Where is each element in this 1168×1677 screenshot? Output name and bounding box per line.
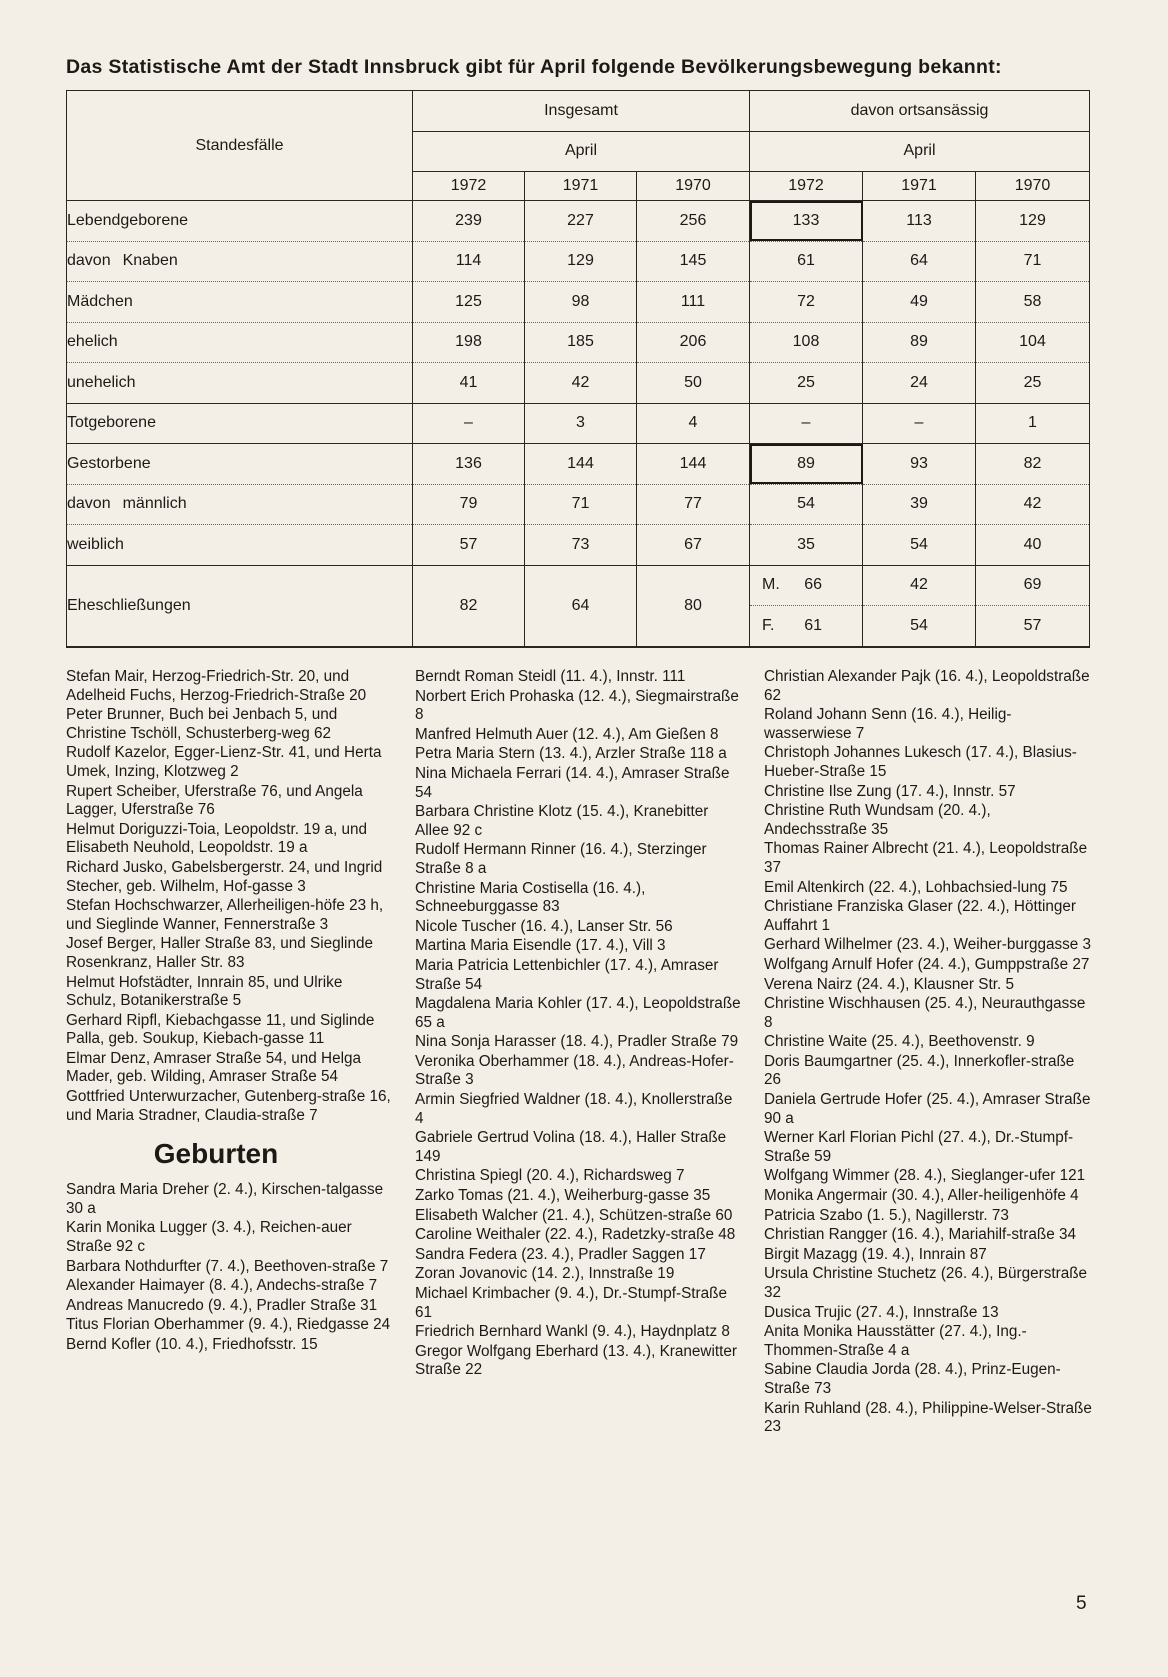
group-header-local: davon ortsansässig — [750, 91, 1090, 132]
table-cell: 57 — [413, 525, 525, 566]
list-item: Anita Monika Hausstätter (27. 4.), Ing.-Thommen-Straße 4 a — [764, 1323, 1027, 1359]
list-item: Wolfgang Arnulf Hofer (24. 4.), Gumppstraße 27 — [764, 955, 1090, 973]
marriage-m-value: 66 — [804, 576, 822, 594]
list-item: Daniela Gertrude Hofer (25. 4.), Amraser Straße 90 a — [764, 1091, 1091, 1127]
table-cell: 41 — [413, 363, 525, 404]
text-column-2 — [415, 668, 743, 1381]
table-cell: 136 — [413, 444, 525, 485]
list-item: Maria Patricia Lettenbichler (17. 4.), Amraser Straße 54 — [415, 956, 719, 993]
list-item: Christine Ruth Wundsam (20. 4.), Andechsstraße 35 — [764, 802, 991, 838]
list-item: Christine Maria Costisella (16. 4.), Schneeburggasse 83 — [415, 879, 646, 916]
table-cell: 40 — [976, 525, 1090, 566]
table-cell: 93 — [863, 444, 976, 485]
list-item: Werner Karl Florian Pichl (27. 4.), Dr.-Stumpf-Straße 59 — [764, 1129, 1074, 1165]
table-cell: 198 — [413, 322, 525, 363]
births-title: Geburten — [153, 1138, 279, 1170]
list-item: Josef Berger, Haller Straße 83, und Sieglinde Rosenkranz, Haller Str. 83 — [66, 935, 373, 971]
list-item: Emil Altenkirch (22. 4.), Lohbachsied-lung 75 — [764, 878, 1068, 896]
list-item: Rupert Scheiber, Uferstraße 76, und Angela Lagger, Uferstraße 76 — [66, 782, 363, 819]
list-item: Monika Angermair (30. 4.), Aller-heiligenhöfe 4 — [764, 1187, 1079, 1205]
table-cell: 256 — [637, 201, 750, 242]
table-cell: 39 — [863, 484, 976, 525]
table-cell: 69 — [976, 565, 1090, 606]
table-cell: 108 — [750, 322, 863, 363]
row-label: weiblich — [67, 525, 413, 566]
list-item: Christina Spiegl (20. 4.), Richardsweg 7 — [415, 1167, 685, 1185]
table-cell: 111 — [637, 282, 750, 323]
list-item: Gerhard Wilhelmer (23. 4.), Weiher-burggasse 3 — [764, 936, 1092, 954]
birth-list — [764, 668, 1092, 1437]
month-header-total: April — [413, 131, 750, 172]
list-item: Rudolf Kazelor, Egger-Lienz-Str. 41, und Herta Umek, Inzing, Klotzweg 2 — [66, 744, 382, 780]
table-row — [67, 363, 1090, 404]
year-header: 1972 — [750, 172, 863, 201]
table-cell: 144 — [525, 444, 637, 485]
list-item: Christiane Franziska Glaser (22. 4.), Höttinger Auffahrt 1 — [764, 898, 1077, 934]
marriage-f-prefix: F. — [762, 616, 775, 634]
table-cell: 113 — [863, 201, 976, 242]
table-cell: 42 — [525, 363, 637, 404]
list-item: Magdalena Maria Kohler (17. 4.), Leopoldstraße 65 a — [415, 995, 741, 1031]
table-cell: 98 — [525, 282, 637, 323]
list-item: Roland Johann Senn (16. 4.), Heilig-wasserwiese 7 — [764, 706, 1012, 742]
table-cell: 72 — [750, 282, 863, 323]
table-cell: 3 — [525, 403, 637, 444]
row-label-text: Knaben — [122, 252, 178, 270]
table-cell: – — [863, 403, 976, 444]
list-item: Norbert Erich Prohaska (12. 4.), Siegmairstraße 8 — [415, 687, 739, 724]
list-item: Dusica Trujic (27. 4.), Innstraße 13 — [764, 1303, 999, 1321]
table-cell: 129 — [976, 201, 1090, 242]
table-cell: 79 — [413, 484, 525, 525]
list-item: Gottfried Unterwurzacher, Gutenberg-straße 16, und Maria Stradner, Claudia-straße 7 — [66, 1088, 391, 1124]
table-cell: – — [750, 403, 863, 444]
table-cell: 42 — [863, 565, 976, 606]
table-cell: – — [413, 403, 525, 444]
row-label: Mädchen — [67, 282, 413, 323]
month-header-local: April — [750, 131, 1090, 172]
list-item: Armin Siegfried Waldner (18. 4.), Knollerstraße 4 — [415, 1091, 733, 1127]
table-cell — [750, 565, 863, 606]
table-cell: 4 — [637, 403, 750, 444]
row-label-prefix: davon — [67, 252, 111, 270]
list-item: Doris Baumgartner (25. 4.), Innerkofler-straße 26 — [764, 1052, 1075, 1089]
marriage-f-value: 61 — [804, 616, 822, 634]
row-label: Totgeborene — [67, 403, 413, 444]
row-label: Eheschließungen — [67, 565, 413, 647]
table-row — [67, 282, 1090, 323]
table-cell: 206 — [637, 322, 750, 363]
list-item: Christine Wischhausen (25. 4.), Neurauthgasse 8 — [764, 995, 1086, 1031]
table-row — [67, 201, 1090, 242]
list-item: Karin Monika Lugger (3. 4.), Reichen-auer Straße 92 c — [66, 1219, 352, 1256]
list-item: Patricia Szabo (1. 5.), Nagillerstr. 73 — [764, 1206, 1009, 1224]
table-cell: 50 — [637, 363, 750, 404]
year-header: 1972 — [413, 172, 525, 201]
table-cell: 71 — [976, 241, 1090, 282]
list-item: Ursula Christine Stuchetz (26. 4.), Bürgerstraße 32 — [764, 1265, 1088, 1301]
table-cell: 54 — [863, 606, 976, 647]
table-cell: 64 — [525, 565, 637, 647]
row-label — [67, 484, 413, 525]
table-cell: 89 — [863, 322, 976, 363]
table-cell: 58 — [976, 282, 1090, 323]
list-item: Michael Krimbacher (9. 4.), Dr.-Stumpf-Straße 61 — [415, 1285, 727, 1321]
year-header: 1970 — [976, 172, 1090, 201]
list-item: Sandra Maria Dreher (2. 4.), Kirschen-talgasse 30 a — [66, 1181, 384, 1217]
list-item: Gregor Wolfgang Eberhard (13. 4.), Kranewitter Straße 22 — [415, 1342, 737, 1379]
list-item: Helmut Hofstädter, Innrain 85, und Ulrike Schulz, Botanikerstraße 5 — [66, 973, 343, 1010]
table-cell: 25 — [750, 363, 863, 404]
table-row — [67, 241, 1090, 282]
list-item: Nicole Tuscher (16. 4.), Lanser Str. 56 — [415, 917, 673, 935]
row-label: ehelich — [67, 322, 413, 363]
table-cell: 54 — [863, 525, 976, 566]
population-statistics-table — [66, 90, 1090, 648]
row-label-prefix: davon — [67, 495, 111, 513]
table-cell: 42 — [976, 484, 1090, 525]
table-cell: 82 — [976, 444, 1090, 485]
table-cell-highlighted: 89 — [750, 444, 863, 485]
table-cell: 64 — [863, 241, 976, 282]
marriage-m-prefix: M. — [762, 576, 780, 594]
table-row — [67, 444, 1090, 485]
list-item: Gabriele Gertrud Volina (18. 4.), Haller Straße 149 — [415, 1129, 727, 1165]
row-label: unehelich — [67, 363, 413, 404]
table-cell: 73 — [525, 525, 637, 566]
table-cell: 82 — [413, 565, 525, 647]
text-column-1 — [66, 668, 394, 1356]
table-cell: 49 — [863, 282, 976, 323]
table-cell: 24 — [863, 363, 976, 404]
page-number: 5 — [1076, 1593, 1087, 1614]
list-item: Christian Rangger (16. 4.), Mariahilf-straße 34 — [764, 1226, 1077, 1244]
list-item: Rudolf Hermann Rinner (16. 4.), Sterzinger Straße 8 a — [415, 841, 707, 877]
list-item: Helmut Doriguzzi-Toia, Leopoldstr. 19 a, und Elisabeth Neuhold, Leopoldstr. 19 a — [66, 820, 368, 857]
table-cell: 145 — [637, 241, 750, 282]
table-cell: 104 — [976, 322, 1090, 363]
table-cell: 114 — [413, 241, 525, 282]
table-cell: 57 — [976, 606, 1090, 647]
table-cell: 239 — [413, 201, 525, 242]
row-label: Lebendgeborene — [67, 201, 413, 242]
table-row — [67, 525, 1090, 566]
list-item: Sandra Federa (23. 4.), Pradler Saggen 17 — [415, 1245, 706, 1263]
birth-list — [66, 1181, 394, 1354]
table-cell: 25 — [976, 363, 1090, 404]
list-item: Christine Ilse Zung (17. 4.), Innstr. 57 — [764, 782, 1016, 800]
list-item: Bernd Kofler (10. 4.), Friedhofsstr. 15 — [66, 1336, 318, 1353]
list-item: Friedrich Bernhard Wankl (9. 4.), Haydnplatz 8 — [415, 1323, 730, 1341]
list-item: Christine Waite (25. 4.), Beethovenstr. 9 — [764, 1033, 1035, 1051]
list-item: Zarko Tomas (21. 4.), Weiherburg-gasse 35 — [415, 1187, 711, 1205]
list-item: Stefan Mair, Herzog-Friedrich-Str. 20, und Adelheid Fuchs, Herzog-Friedrich-Straße 20 — [66, 668, 367, 704]
list-item: Barbara Nothdurfter (7. 4.), Beethoven-straße 7 — [66, 1257, 389, 1275]
table-cell: 67 — [637, 525, 750, 566]
page-headline: Das Statistische Amt der Stadt Innsbruck gibt für April folgende Bevölkerungsbewegung bekannt: — [66, 56, 1002, 78]
list-item: Wolfgang Wimmer (28. 4.), Sieglanger-ufer 121 — [764, 1167, 1086, 1185]
table-cell: 54 — [750, 484, 863, 525]
year-header: 1971 — [863, 172, 976, 201]
table-cell: 144 — [637, 444, 750, 485]
table-cell — [750, 606, 863, 647]
table-cell: 35 — [750, 525, 863, 566]
table-cell: 77 — [637, 484, 750, 525]
list-item: Barbara Christine Klotz (15. 4.), Kranebitter Allee 92 c — [415, 803, 709, 839]
list-item: Veronika Oberhammer (18. 4.), Andreas-Hofer-Straße 3 — [415, 1052, 734, 1089]
list-item: Alexander Haimayer (8. 4.), Andechs-straße 7 — [66, 1277, 378, 1295]
birth-list — [415, 668, 743, 1380]
table-row — [67, 484, 1090, 525]
list-item: Karin Ruhland (28. 4.), Philippine-Welser-Straße 23 — [764, 1399, 1092, 1436]
stub-header: Standesfälle — [67, 91, 413, 201]
list-item: Andreas Manucredo (9. 4.), Pradler Straße 31 — [66, 1296, 378, 1314]
table-cell: 71 — [525, 484, 637, 525]
table-cell: 185 — [525, 322, 637, 363]
list-item: Sabine Claudia Jorda (28. 4.), Prinz-Eugen-Straße 73 — [764, 1361, 1061, 1397]
list-item: Christian Alexander Pajk (16. 4.), Leopoldstraße 62 — [764, 668, 1090, 704]
list-item: Stefan Hochschwarzer, Allerheiligen-höfe 23 h, und Sieglinde Wanner, Fennerstraße 3 — [66, 897, 384, 933]
list-item: Gerhard Ripfl, Kiebachgasse 11, und Siglinde Palla, geb. Soukup, Kiebach-gasse 11 — [66, 1011, 375, 1048]
list-item: Richard Jusko, Gabelsbergerstr. 24, und Ingrid Stecher, geb. Wilhelm, Hof-gasse 3 — [66, 858, 383, 895]
list-item: Berndt Roman Steidl (11. 4.), Innstr. 111 — [415, 668, 686, 685]
table-cell: 227 — [525, 201, 637, 242]
list-item: Thomas Rainer Albrecht (21. 4.), Leopoldstraße 37 — [764, 840, 1088, 876]
table-row — [67, 403, 1090, 444]
list-item: Petra Maria Stern (13. 4.), Arzler Straße 118 a — [415, 745, 727, 763]
row-label: Gestorbene — [67, 444, 413, 485]
table-cell: 61 — [750, 241, 863, 282]
list-item: Zoran Jovanovic (14. 2.), Innstraße 19 — [415, 1265, 675, 1283]
list-item: Elmar Denz, Amraser Straße 54, und Helga Mader, geb. Wilding, Amraser Straße 54 — [66, 1049, 362, 1086]
list-item: Christoph Johannes Lukesch (17. 4.), Blasius-Hueber-Straße 15 — [764, 744, 1077, 780]
row-label-text: männlich — [122, 495, 187, 513]
list-item: Manfred Helmuth Auer (12. 4.), Am Gießen 8 — [415, 725, 719, 743]
list-item: Martina Maria Eisendle (17. 4.), Vill 3 — [415, 937, 666, 955]
table-cell-highlighted: 133 — [750, 201, 863, 242]
row-label — [67, 241, 413, 282]
table-cell: 129 — [525, 241, 637, 282]
list-item: Peter Brunner, Buch bei Jenbach 5, und Christine Tschöll, Schusterberg-weg 62 — [66, 706, 338, 742]
list-item: Titus Florian Oberhammer (9. 4.), Riedgasse 24 — [66, 1316, 391, 1334]
list-item: Verena Nairz (24. 4.), Klausner Str. 5 — [764, 975, 1014, 993]
list-item: Nina Michaela Ferrari (14. 4.), Amraser Straße 54 — [415, 764, 730, 801]
table-cell: 80 — [637, 565, 750, 647]
marriage-list — [66, 668, 394, 1125]
list-item: Birgit Mazagg (19. 4.), Innrain 87 — [764, 1245, 987, 1263]
text-column-3 — [764, 668, 1092, 1438]
year-header: 1970 — [637, 172, 750, 201]
list-item: Elisabeth Walcher (21. 4.), Schützen-straße 60 — [415, 1206, 733, 1224]
list-item: Caroline Weithaler (22. 4.), Radetzky-straße 48 — [415, 1226, 736, 1244]
list-item: Nina Sonja Harasser (18. 4.), Pradler Straße 79 — [415, 1033, 739, 1051]
table-row-marriages-m — [67, 565, 1090, 606]
table-row — [67, 322, 1090, 363]
group-header-total: Insgesamt — [413, 91, 750, 132]
year-header: 1971 — [525, 172, 637, 201]
table-cell: 125 — [413, 282, 525, 323]
table-cell: 1 — [976, 403, 1090, 444]
